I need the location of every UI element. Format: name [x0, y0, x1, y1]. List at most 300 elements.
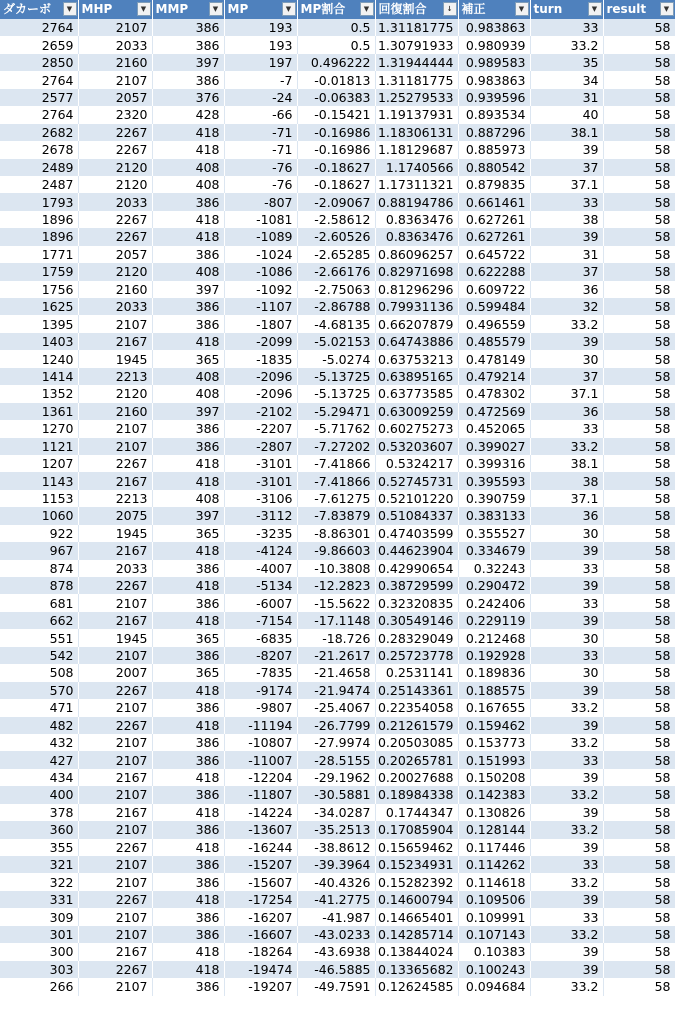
filter-dropdown-icon[interactable]: ▼: [137, 2, 151, 16]
table-cell[interactable]: 0.159462: [458, 717, 530, 734]
table-cell[interactable]: -46.5885: [297, 961, 375, 978]
table-cell[interactable]: 386: [152, 751, 224, 768]
table-cell[interactable]: -10.3808: [297, 560, 375, 577]
table-cell[interactable]: -16607: [224, 926, 297, 943]
table-cell[interactable]: 0.879835: [458, 176, 530, 193]
table-cell[interactable]: 2267: [78, 577, 152, 594]
table-cell[interactable]: 386: [152, 786, 224, 803]
table-cell[interactable]: -41.987: [297, 908, 375, 925]
table-cell[interactable]: 0.18984338: [375, 786, 458, 803]
table-cell[interactable]: 58: [603, 298, 675, 315]
table-cell[interactable]: 39: [530, 612, 603, 629]
table-cell[interactable]: 376: [152, 89, 224, 106]
table-cell[interactable]: 58: [603, 943, 675, 960]
table-cell[interactable]: 39: [530, 961, 603, 978]
table-cell[interactable]: 427: [0, 751, 78, 768]
table-cell[interactable]: 58: [603, 751, 675, 768]
table-cell[interactable]: 0.22354058: [375, 699, 458, 716]
table-cell[interactable]: 37: [530, 159, 603, 176]
table-cell[interactable]: 397: [152, 54, 224, 71]
table-cell[interactable]: -30.5881: [297, 786, 375, 803]
table-cell[interactable]: 0.14600794: [375, 891, 458, 908]
table-cell[interactable]: -0.16986: [297, 141, 375, 158]
table-cell[interactable]: -2.66176: [297, 263, 375, 280]
table-cell[interactable]: 0.15659462: [375, 839, 458, 856]
table-cell[interactable]: -71: [224, 124, 297, 141]
table-cell[interactable]: 33.2: [530, 315, 603, 332]
table-cell[interactable]: 0.117446: [458, 839, 530, 856]
table-cell[interactable]: 33.2: [530, 873, 603, 890]
table-cell[interactable]: 397: [152, 507, 224, 524]
table-cell[interactable]: -11007: [224, 751, 297, 768]
table-cell[interactable]: 2213: [78, 368, 152, 385]
table-cell[interactable]: 33: [530, 751, 603, 768]
filter-dropdown-icon[interactable]: ▼: [660, 2, 674, 16]
table-cell[interactable]: -7.61275: [297, 490, 375, 507]
table-cell[interactable]: 36: [530, 281, 603, 298]
table-cell[interactable]: 2107: [78, 978, 152, 995]
table-cell[interactable]: -4124: [224, 542, 297, 559]
table-cell[interactable]: 434: [0, 769, 78, 786]
table-cell[interactable]: -2.86788: [297, 298, 375, 315]
table-cell[interactable]: 0.32243: [458, 560, 530, 577]
table-cell[interactable]: 0.14665401: [375, 908, 458, 925]
table-cell[interactable]: -49.7591: [297, 978, 375, 995]
table-cell[interactable]: 0.893534: [458, 106, 530, 123]
table-cell[interactable]: 418: [152, 455, 224, 472]
table-cell[interactable]: -1835: [224, 350, 297, 367]
table-cell[interactable]: 397: [152, 403, 224, 420]
table-cell[interactable]: 2577: [0, 89, 78, 106]
table-cell[interactable]: -76: [224, 159, 297, 176]
table-cell[interactable]: 300: [0, 943, 78, 960]
table-cell[interactable]: 37: [530, 263, 603, 280]
table-cell[interactable]: 0.25143361: [375, 682, 458, 699]
table-cell[interactable]: 40: [530, 106, 603, 123]
table-cell[interactable]: -18.726: [297, 629, 375, 646]
table-cell[interactable]: 0.885973: [458, 141, 530, 158]
table-cell[interactable]: 1361: [0, 403, 78, 420]
table-cell[interactable]: 0.114618: [458, 873, 530, 890]
table-cell[interactable]: 418: [152, 891, 224, 908]
table-cell[interactable]: 0.142383: [458, 786, 530, 803]
table-cell[interactable]: 397: [152, 281, 224, 298]
table-cell[interactable]: 0.472569: [458, 403, 530, 420]
table-cell[interactable]: -1081: [224, 211, 297, 228]
table-cell[interactable]: -3101: [224, 455, 297, 472]
table-cell[interactable]: -39.3964: [297, 856, 375, 873]
table-cell[interactable]: 33.2: [530, 978, 603, 995]
table-cell[interactable]: 0.609722: [458, 281, 530, 298]
table-cell[interactable]: 2120: [78, 159, 152, 176]
table-cell[interactable]: -13607: [224, 821, 297, 838]
table-cell[interactable]: 33.2: [530, 786, 603, 803]
table-cell[interactable]: 418: [152, 542, 224, 559]
table-cell[interactable]: 33.2: [530, 926, 603, 943]
table-cell[interactable]: -43.0233: [297, 926, 375, 943]
table-cell[interactable]: 0.2531141: [375, 664, 458, 681]
table-cell[interactable]: 1896: [0, 211, 78, 228]
table-cell[interactable]: 0.12624585: [375, 978, 458, 995]
table-cell[interactable]: 418: [152, 228, 224, 245]
table-cell[interactable]: 551: [0, 629, 78, 646]
table-cell[interactable]: 2120: [78, 176, 152, 193]
table-cell[interactable]: 2850: [0, 54, 78, 71]
table-cell[interactable]: 0.478149: [458, 350, 530, 367]
table-cell[interactable]: -2807: [224, 438, 297, 455]
table-cell[interactable]: 58: [603, 385, 675, 402]
table-cell[interactable]: 0.1744347: [375, 804, 458, 821]
table-cell[interactable]: -34.0287: [297, 804, 375, 821]
table-cell[interactable]: 355: [0, 839, 78, 856]
table-cell[interactable]: 386: [152, 298, 224, 315]
table-cell[interactable]: 418: [152, 943, 224, 960]
table-cell[interactable]: 39: [530, 804, 603, 821]
table-cell[interactable]: -5.29471: [297, 403, 375, 420]
table-cell[interactable]: -29.1962: [297, 769, 375, 786]
table-cell[interactable]: 681: [0, 594, 78, 611]
table-cell[interactable]: 197: [224, 54, 297, 71]
table-cell[interactable]: -14224: [224, 804, 297, 821]
table-cell[interactable]: 0.15234931: [375, 856, 458, 873]
table-cell[interactable]: 0.52745731: [375, 472, 458, 489]
table-cell[interactable]: 1.18129687: [375, 141, 458, 158]
table-cell[interactable]: 1771: [0, 246, 78, 263]
table-cell[interactable]: 33: [530, 856, 603, 873]
table-cell[interactable]: 0.86096257: [375, 246, 458, 263]
table-cell[interactable]: 386: [152, 734, 224, 751]
table-cell[interactable]: -24: [224, 89, 297, 106]
table-cell[interactable]: 0.44623904: [375, 542, 458, 559]
table-cell[interactable]: 35: [530, 54, 603, 71]
table-cell[interactable]: 0.395593: [458, 472, 530, 489]
table-cell[interactable]: 0.28329049: [375, 629, 458, 646]
table-cell[interactable]: 58: [603, 577, 675, 594]
table-cell[interactable]: 39: [530, 333, 603, 350]
table-cell[interactable]: 0.51084337: [375, 507, 458, 524]
table-cell[interactable]: 2267: [78, 228, 152, 245]
table-cell[interactable]: -25.4067: [297, 699, 375, 716]
table-cell[interactable]: 0.47403599: [375, 525, 458, 542]
table-cell[interactable]: 1240: [0, 350, 78, 367]
table-cell[interactable]: -5.13725: [297, 385, 375, 402]
table-cell[interactable]: -0.01813: [297, 71, 375, 88]
table-cell[interactable]: 2267: [78, 141, 152, 158]
table-cell[interactable]: -5.71762: [297, 420, 375, 437]
table-cell[interactable]: 0.20503085: [375, 734, 458, 751]
table-cell[interactable]: 322: [0, 873, 78, 890]
table-cell[interactable]: 0.79931136: [375, 298, 458, 315]
table-cell[interactable]: 0.390759: [458, 490, 530, 507]
table-cell[interactable]: 58: [603, 403, 675, 420]
table-cell[interactable]: 0.63753213: [375, 350, 458, 367]
table-cell[interactable]: 39: [530, 577, 603, 594]
table-cell[interactable]: -38.8612: [297, 839, 375, 856]
table-cell[interactable]: 2267: [78, 839, 152, 856]
table-cell[interactable]: 2107: [78, 71, 152, 88]
table-cell[interactable]: 33.2: [530, 699, 603, 716]
table-cell[interactable]: -1024: [224, 246, 297, 263]
table-cell[interactable]: 542: [0, 647, 78, 664]
table-cell[interactable]: 0.107143: [458, 926, 530, 943]
table-cell[interactable]: 418: [152, 211, 224, 228]
table-cell[interactable]: 2120: [78, 385, 152, 402]
table-cell[interactable]: -7.41866: [297, 455, 375, 472]
table-cell[interactable]: -76: [224, 176, 297, 193]
table-cell[interactable]: 418: [152, 682, 224, 699]
table-cell[interactable]: 58: [603, 89, 675, 106]
table-cell[interactable]: -66: [224, 106, 297, 123]
table-cell[interactable]: 33: [530, 908, 603, 925]
table-cell[interactable]: -0.16986: [297, 124, 375, 141]
table-cell[interactable]: 2075: [78, 507, 152, 524]
table-cell[interactable]: 39: [530, 943, 603, 960]
table-cell[interactable]: 58: [603, 647, 675, 664]
table-cell[interactable]: 0.188575: [458, 682, 530, 699]
table-cell[interactable]: 471: [0, 699, 78, 716]
table-cell[interactable]: 39: [530, 542, 603, 559]
table-cell[interactable]: 386: [152, 36, 224, 53]
table-cell[interactable]: 58: [603, 438, 675, 455]
table-cell[interactable]: 58: [603, 891, 675, 908]
table-cell[interactable]: 878: [0, 577, 78, 594]
table-cell[interactable]: 1625: [0, 298, 78, 315]
table-cell[interactable]: 2267: [78, 682, 152, 699]
table-cell[interactable]: 0.887296: [458, 124, 530, 141]
table-cell[interactable]: 2764: [0, 19, 78, 36]
table-cell[interactable]: -9.86603: [297, 542, 375, 559]
table-cell[interactable]: 1945: [78, 525, 152, 542]
table-cell[interactable]: 386: [152, 438, 224, 455]
table-cell[interactable]: -1086: [224, 263, 297, 280]
table-cell[interactable]: 33: [530, 560, 603, 577]
table-cell[interactable]: 2120: [78, 263, 152, 280]
table-cell[interactable]: -0.18627: [297, 159, 375, 176]
table-cell[interactable]: 0.094684: [458, 978, 530, 995]
table-cell[interactable]: 2320: [78, 106, 152, 123]
table-cell[interactable]: 39: [530, 717, 603, 734]
table-cell[interactable]: -0.18627: [297, 176, 375, 193]
table-cell[interactable]: 386: [152, 246, 224, 263]
table-cell[interactable]: 2107: [78, 647, 152, 664]
table-cell[interactable]: 1153: [0, 490, 78, 507]
table-cell[interactable]: 386: [152, 71, 224, 88]
table-cell[interactable]: 0.212468: [458, 629, 530, 646]
table-cell[interactable]: 33.2: [530, 36, 603, 53]
sort-descending-icon[interactable]: ↓: [443, 2, 457, 16]
table-cell[interactable]: 193: [224, 36, 297, 53]
table-cell[interactable]: 58: [603, 664, 675, 681]
table-cell[interactable]: 0.52101220: [375, 490, 458, 507]
table-cell[interactable]: 58: [603, 228, 675, 245]
table-cell[interactable]: -4007: [224, 560, 297, 577]
table-cell[interactable]: 0.496222: [297, 54, 375, 71]
table-cell[interactable]: 37.1: [530, 490, 603, 507]
filter-dropdown-icon[interactable]: ▼: [588, 2, 602, 16]
table-cell[interactable]: 0.5324217: [375, 455, 458, 472]
table-cell[interactable]: 0.989583: [458, 54, 530, 71]
column-header-mp[interactable]: [224, 0, 297, 19]
table-cell[interactable]: 31: [530, 89, 603, 106]
table-cell[interactable]: -2.75063: [297, 281, 375, 298]
filter-dropdown-icon[interactable]: ▼: [515, 2, 529, 16]
table-cell[interactable]: 0.53203607: [375, 438, 458, 455]
table-cell[interactable]: 2107: [78, 873, 152, 890]
table-cell[interactable]: 58: [603, 507, 675, 524]
table-cell[interactable]: 2267: [78, 961, 152, 978]
table-cell[interactable]: 38: [530, 472, 603, 489]
table-cell[interactable]: 0.980939: [458, 36, 530, 53]
table-cell[interactable]: 0.151993: [458, 751, 530, 768]
table-cell[interactable]: 0.334679: [458, 542, 530, 559]
table-cell[interactable]: -1107: [224, 298, 297, 315]
table-cell[interactable]: 58: [603, 839, 675, 856]
table-cell[interactable]: 33: [530, 420, 603, 437]
filter-dropdown-icon[interactable]: ▼: [209, 2, 223, 16]
column-header-result[interactable]: [603, 0, 675, 19]
table-cell[interactable]: 58: [603, 682, 675, 699]
table-cell[interactable]: 428: [152, 106, 224, 123]
table-cell[interactable]: 0.645722: [458, 246, 530, 263]
table-cell[interactable]: 0.355527: [458, 525, 530, 542]
table-cell[interactable]: 2107: [78, 699, 152, 716]
table-cell[interactable]: 386: [152, 821, 224, 838]
table-cell[interactable]: 1395: [0, 315, 78, 332]
table-cell[interactable]: -9174: [224, 682, 297, 699]
table-cell[interactable]: 0.114262: [458, 856, 530, 873]
table-cell[interactable]: 1.17311321: [375, 176, 458, 193]
table-cell[interactable]: 0.627261: [458, 211, 530, 228]
table-cell[interactable]: 2107: [78, 420, 152, 437]
table-cell[interactable]: 408: [152, 159, 224, 176]
table-cell[interactable]: 408: [152, 368, 224, 385]
table-cell[interactable]: 0.82971698: [375, 263, 458, 280]
table-cell[interactable]: 31: [530, 246, 603, 263]
table-cell[interactable]: 37.1: [530, 385, 603, 402]
table-cell[interactable]: 58: [603, 926, 675, 943]
table-cell[interactable]: 0.8363476: [375, 228, 458, 245]
table-cell[interactable]: 2160: [78, 281, 152, 298]
table-cell[interactable]: 386: [152, 193, 224, 210]
table-cell[interactable]: 1.31181775: [375, 71, 458, 88]
table-cell[interactable]: 0.5: [297, 19, 375, 36]
table-cell[interactable]: 386: [152, 873, 224, 890]
table-cell[interactable]: 2267: [78, 717, 152, 734]
table-cell[interactable]: 58: [603, 804, 675, 821]
table-cell[interactable]: 1.31181775: [375, 19, 458, 36]
table-cell[interactable]: -7835: [224, 664, 297, 681]
table-cell[interactable]: -3235: [224, 525, 297, 542]
table-cell[interactable]: 386: [152, 315, 224, 332]
table-cell[interactable]: 2033: [78, 36, 152, 53]
table-cell[interactable]: 2033: [78, 193, 152, 210]
table-cell[interactable]: 58: [603, 19, 675, 36]
table-cell[interactable]: 1060: [0, 507, 78, 524]
table-cell[interactable]: 1.19137931: [375, 106, 458, 123]
table-cell[interactable]: 874: [0, 560, 78, 577]
table-cell[interactable]: 2489: [0, 159, 78, 176]
table-cell[interactable]: -19474: [224, 961, 297, 978]
table-cell[interactable]: -5.0274: [297, 350, 375, 367]
table-cell[interactable]: -0.06383: [297, 89, 375, 106]
table-cell[interactable]: 0.100243: [458, 961, 530, 978]
table-cell[interactable]: 418: [152, 472, 224, 489]
table-cell[interactable]: -3106: [224, 490, 297, 507]
column-header-mp-ratio[interactable]: [297, 0, 375, 19]
table-cell[interactable]: 967: [0, 542, 78, 559]
table-cell[interactable]: -2096: [224, 385, 297, 402]
table-cell[interactable]: -19207: [224, 978, 297, 995]
table-cell[interactable]: 386: [152, 560, 224, 577]
table-cell[interactable]: 58: [603, 594, 675, 611]
table-cell[interactable]: 0.128144: [458, 821, 530, 838]
table-cell[interactable]: 2160: [78, 54, 152, 71]
table-cell[interactable]: 0.479214: [458, 368, 530, 385]
table-cell[interactable]: 386: [152, 978, 224, 995]
table-cell[interactable]: 58: [603, 873, 675, 890]
table-cell[interactable]: 1.25279533: [375, 89, 458, 106]
table-cell[interactable]: -2099: [224, 333, 297, 350]
table-cell[interactable]: 58: [603, 176, 675, 193]
table-cell[interactable]: -16244: [224, 839, 297, 856]
table-cell[interactable]: -2.60526: [297, 228, 375, 245]
table-cell[interactable]: 1.31944444: [375, 54, 458, 71]
table-cell[interactable]: -6007: [224, 594, 297, 611]
table-cell[interactable]: 0.63009259: [375, 403, 458, 420]
table-cell[interactable]: -18264: [224, 943, 297, 960]
table-cell[interactable]: 1945: [78, 350, 152, 367]
table-cell[interactable]: 58: [603, 315, 675, 332]
table-cell[interactable]: 0.20027688: [375, 769, 458, 786]
table-cell[interactable]: 266: [0, 978, 78, 995]
table-cell[interactable]: 58: [603, 193, 675, 210]
table-cell[interactable]: 30: [530, 664, 603, 681]
table-cell[interactable]: -4.68135: [297, 315, 375, 332]
table-cell[interactable]: 58: [603, 734, 675, 751]
table-cell[interactable]: 662: [0, 612, 78, 629]
table-cell[interactable]: 58: [603, 71, 675, 88]
table-cell[interactable]: 58: [603, 281, 675, 298]
table-cell[interactable]: 33: [530, 594, 603, 611]
table-cell[interactable]: 30: [530, 629, 603, 646]
table-cell[interactable]: 36: [530, 507, 603, 524]
table-cell[interactable]: 0.5: [297, 36, 375, 53]
table-cell[interactable]: 365: [152, 664, 224, 681]
table-cell[interactable]: 0.13844024: [375, 943, 458, 960]
table-cell[interactable]: 0.30549146: [375, 612, 458, 629]
table-cell[interactable]: 39: [530, 682, 603, 699]
table-cell[interactable]: 2107: [78, 438, 152, 455]
table-cell[interactable]: -2.58612: [297, 211, 375, 228]
table-cell[interactable]: 922: [0, 525, 78, 542]
table-cell[interactable]: 0.192928: [458, 647, 530, 664]
table-cell[interactable]: 418: [152, 141, 224, 158]
table-cell[interactable]: 1121: [0, 438, 78, 455]
table-cell[interactable]: 37: [530, 368, 603, 385]
table-cell[interactable]: -17254: [224, 891, 297, 908]
table-cell[interactable]: 58: [603, 455, 675, 472]
table-cell[interactable]: 0.399027: [458, 438, 530, 455]
table-cell[interactable]: 193: [224, 19, 297, 36]
table-cell[interactable]: 2213: [78, 490, 152, 507]
table-cell[interactable]: 0.452065: [458, 420, 530, 437]
table-cell[interactable]: 2678: [0, 141, 78, 158]
table-cell[interactable]: 0.64743886: [375, 333, 458, 350]
table-cell[interactable]: 432: [0, 734, 78, 751]
table-cell[interactable]: 30: [530, 525, 603, 542]
table-cell[interactable]: -40.4326: [297, 873, 375, 890]
table-cell[interactable]: 58: [603, 420, 675, 437]
